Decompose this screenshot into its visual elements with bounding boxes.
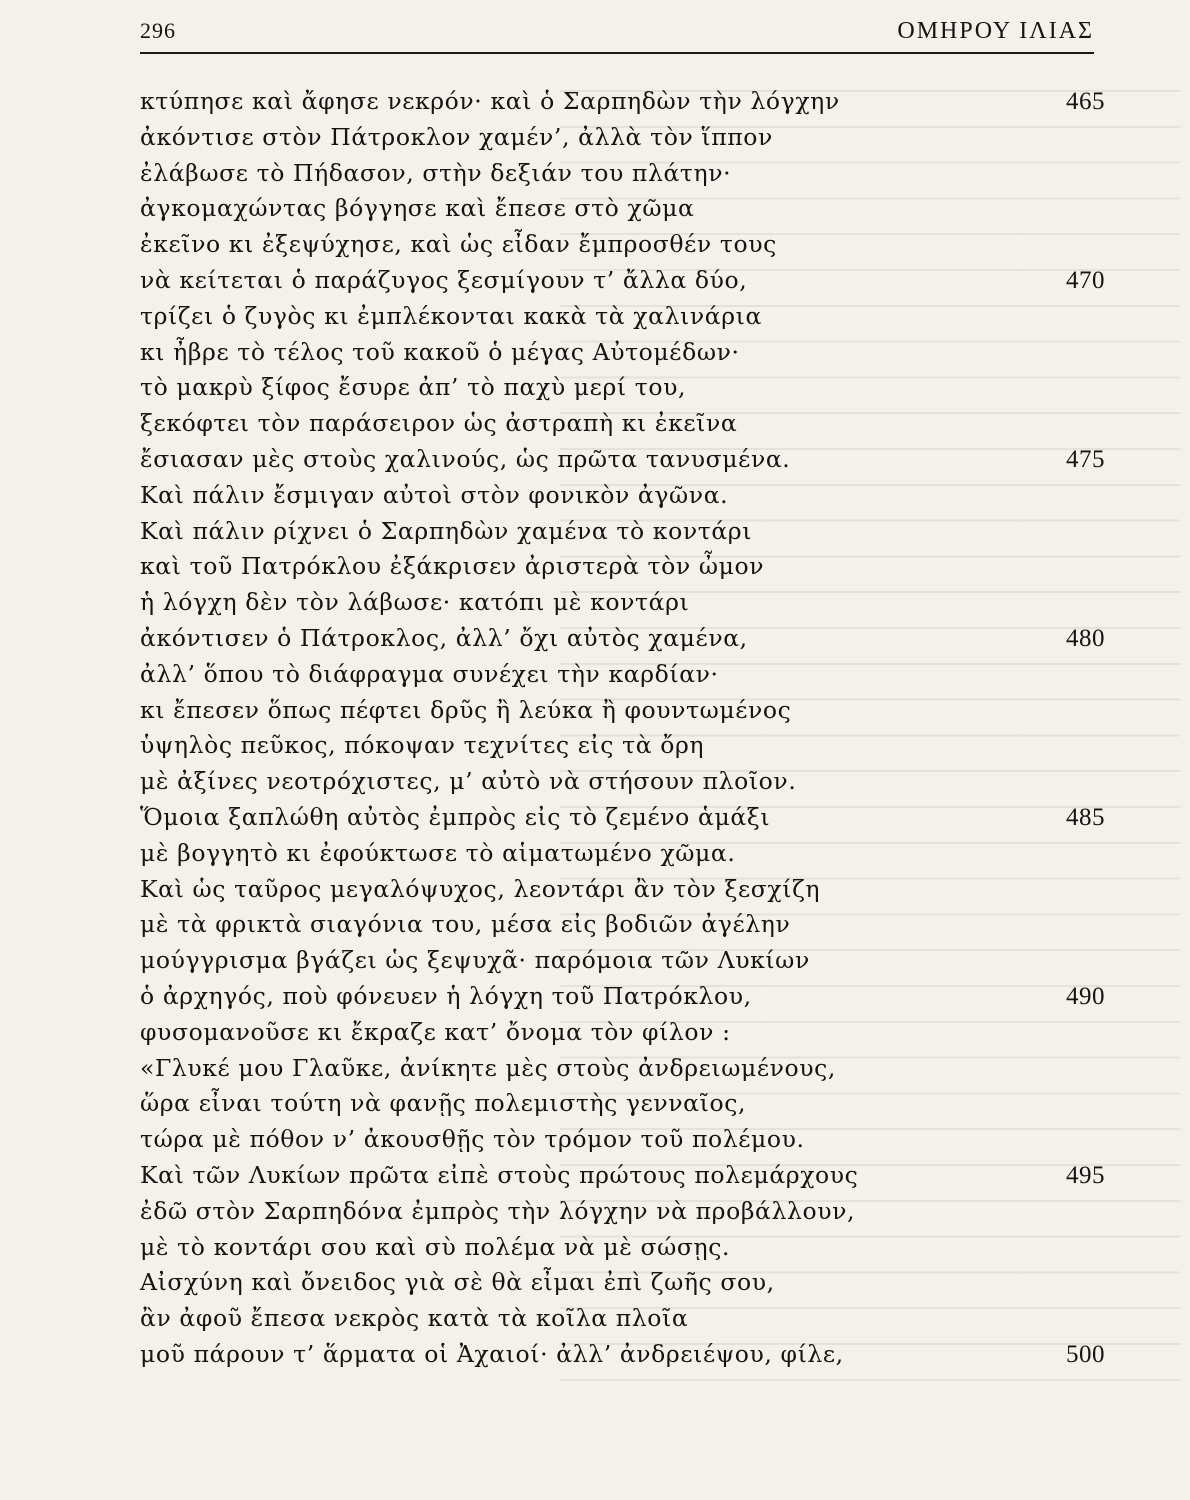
verse-line [140,657,1105,693]
verse-text: μὲ τὰ φρικτὰ σιαγόνια του, μέσα εἰς βοδιῶν ἀγέλην [140,910,791,939]
verse-line [140,1086,1105,1122]
line-number: 475 [1066,445,1105,473]
verse-line [140,585,1105,621]
verse-text: Αἰσχύνη καὶ ὄνειδος γιὰ σὲ θὰ εἶμαι ἐπὶ ζωῆς σου, [140,1268,775,1297]
verse-block [140,84,1105,1373]
verse-text: Καὶ πάλιν ρίχνει ὁ Σαρπηδὼν χαμένα τὸ κοντάρι [140,516,753,545]
line-number: 495 [1066,1161,1105,1189]
verse-text: «Γλυκέ μου Γλαῦκε, ἀνίκητε μὲς στοὺς ἀνδρειωμένους, [140,1053,837,1082]
running-title: ΟΜΗΡΟΥ ΙΛΙΑΣ [897,18,1094,44]
verse-line [140,907,1105,943]
verse-line [140,1158,1105,1194]
verse-text: κτύπησε καὶ ἄφησε νεκρόν· καὶ ὁ Σαρπηδὼν τὴν λόγχην [140,87,840,115]
verse-text: Ὅμοια ξαπλώθη αὐτὸς ἐμπρὸς εἰς τὸ ζεμένο ἁμάξι [140,802,771,831]
line-number: 470 [1066,266,1105,294]
verse-line [140,943,1105,979]
verse-line [140,514,1105,550]
verse-text: μὲ βογγητὸ κι ἐφούκτωσε τὸ αἱματωμένο χῶμα. [140,838,736,867]
page-header [140,14,1094,54]
line-number: 465 [1066,88,1105,115]
verse-line [140,442,1105,478]
verse-text: ἀλλ’ ὅπου τὸ διάφραγμα συνέχει τὴν καρδίαν· [140,659,719,688]
verse-text: Καὶ ὡς ταῦρος μεγαλόψυχος, λεοντάρι ἂν τὸν ξεσχίζη [140,874,821,903]
verse-text: Καὶ τῶν Λυκίων πρῶτα εἰπὲ στοὺς πρώτους πολεμάρχους [140,1160,859,1189]
verse-line [140,335,1105,371]
verse-text: φυσομανοῦσε κι ἔκραζε κατ’ ὄνομα τὸν φίλον : [140,1017,731,1046]
verse-line [140,836,1105,872]
verse-text: ἐλάβωσε τὸ Πήδασον, στὴν δεξιάν του πλάτην· [140,158,732,187]
verse-text: τρίζει ὁ ζυγὸς κι ἐμπλέκονται κακὰ τὰ χαλινάρια [140,301,762,330]
page-number: 296 [140,18,176,43]
verse-line [140,1194,1105,1230]
verse-line [140,406,1105,442]
verse-text: ἀκόντισεν ὁ Πάτροκλος, ἀλλ’ ὄχι αὐτὸς χαμένα, [140,623,748,652]
verse-line [140,1015,1105,1051]
verse-text: ἐδῶ στὸν Σαρπηδόνα ἐμπρὸς τὴν λόγχην νὰ προβάλλουν, [140,1196,856,1225]
verse-text: ὁ ἀρχηγός, ποὺ φόνευεν ἡ λόγχη τοῦ Πατρόκλου, [140,981,752,1010]
line-number: 485 [1066,803,1105,831]
header-rule [140,52,1094,54]
verse-text: ξεκόφτει τὸν παράσειρον ὡς ἀστραπὴ κι ἐκεῖνα [140,409,738,438]
verse-line [140,1301,1105,1337]
verse-text: ὥρα εἶναι τούτη νὰ φανῇς πολεμιστὴς γενναῖος, [140,1089,747,1118]
verse-line [140,693,1105,729]
verse-line [140,156,1105,192]
verse-text: ἀγκομαχώντας βόγγησε καὶ ἔπεσε στὸ χῶμα [140,194,695,223]
verse-text: τὸ μακρὺ ξίφος ἔσυρε ἀπ’ τὸ παχὺ μερί του, [140,373,687,402]
verse-text: μὲ ἀξίνες νεοτρόχιστες, μ’ αὐτὸ νὰ στήσουν πλοῖον. [140,767,797,796]
verse-line [140,764,1105,800]
verse-text: τώρα μὲ πόθον ν’ ἀκουσθῇς τὸν τρόμον τοῦ πολέμου. [140,1125,805,1154]
verse-text: κι ἦβρε τὸ τέλος τοῦ κακοῦ ὁ μέγας Αὐτομέδων· [140,337,740,366]
verse-text: ἂν ἀφοῦ ἔπεσα νεκρὸς κατὰ τὰ κοῖλα πλοῖα [140,1304,689,1333]
verse-line [140,370,1105,406]
verse-text: μὲ τὸ κοντάρι σου καὶ σὺ πολέμα νὰ μὲ σώσῃς. [140,1232,731,1261]
verse-line [140,728,1105,764]
verse-text: ὑψηλὸς πεῦκος, πόκοψαν τεχνίτες εἰς τὰ ὄρη [140,731,705,760]
verse-line [140,1122,1105,1158]
verse-line [140,191,1105,227]
verse-line [140,549,1105,585]
verse-line [140,227,1105,263]
verse-text: Καὶ πάλιν ἔσμιγαν αὐτοὶ στὸν φονικὸν ἀγῶνα. [140,480,729,509]
verse-text: ἐκεῖνο κι ἐξεψύχησε, καὶ ὡς εἶδαν ἔμπροσθέν τους [140,230,777,259]
verse-line [140,84,1105,120]
verse-text: νὰ κείτεται ὁ παράζυγος ξεσμίγουν τ’ ἄλλα δύο, [140,265,748,294]
line-number: 480 [1066,624,1105,652]
verse-line [140,120,1105,156]
line-number: 490 [1066,982,1105,1010]
verse-text: μούγγρισμα βγάζει ὡς ξεψυχᾶ· παρόμοια τῶν Λυκίων [140,946,810,975]
verse-text: ἡ λόγχη δὲν τὸν λάβωσε· κατόπι μὲ κοντάρι [140,588,690,617]
verse-text: ἀκόντισε στὸν Πάτροκλον χαμέν’, ἀλλὰ τὸν ἵππον [140,122,773,151]
verse-line [140,872,1105,908]
verse-line [140,263,1105,299]
verse-line [140,478,1105,514]
verse-line [140,979,1105,1015]
verse-line [140,1230,1105,1266]
verse-text: μοῦ πάρουν τ’ ἅρματα οἱ Ἀχαιοί· ἀλλ’ ἀνδρειέψου, φίλε, [140,1339,844,1368]
line-number: 500 [1066,1340,1105,1368]
verse-line [140,1265,1105,1301]
verse-line [140,800,1105,836]
verse-line [140,1051,1105,1087]
verse-line [140,621,1105,657]
verse-text: ἔσιασαν μὲς στοὺς χαλινούς, ὡς πρῶτα τανυσμένα. [140,444,791,473]
verse-text: καὶ τοῦ Πατρόκλου ἐξάκρισεν ἀριστερὰ τὸν ὦμον [140,552,765,581]
verse-text: κι ἔπεσεν ὅπως πέφτει δρῦς ἢ λεύκα ἢ φουντωμένος [140,695,792,724]
verse-line [140,1337,1105,1373]
verse-line [140,299,1105,335]
